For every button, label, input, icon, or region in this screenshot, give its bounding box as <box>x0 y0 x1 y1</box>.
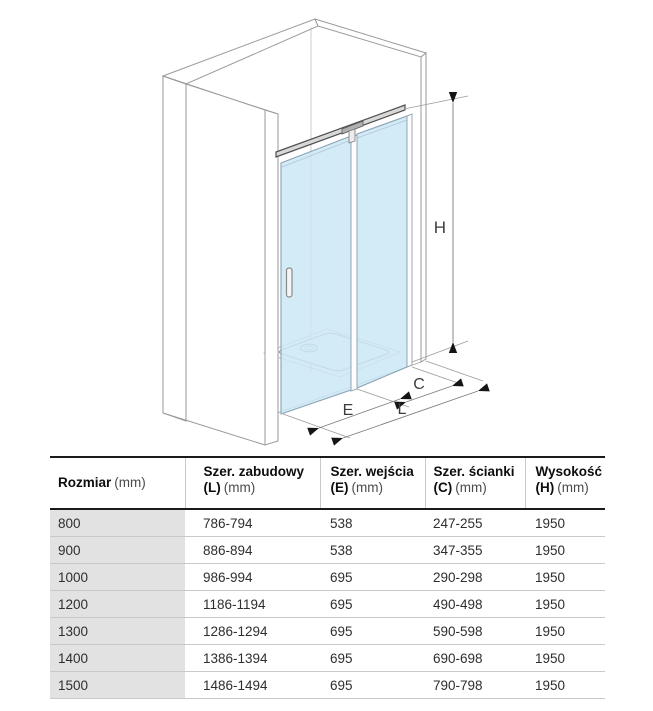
table-cell: 490-498 <box>425 591 525 618</box>
col-header-szer-scianki <box>425 457 525 509</box>
table-cell: 886-894 <box>185 537 320 564</box>
fixed-panel-glass <box>357 116 407 388</box>
table-cell: 1200 <box>50 591 185 618</box>
table-cell: 1950 <box>525 509 605 537</box>
table-header <box>50 457 605 509</box>
table-cell: 590-598 <box>425 618 525 645</box>
table-cell: 695 <box>320 645 425 672</box>
col-header-unit: (mm) <box>223 480 256 495</box>
table-cell: 247-255 <box>425 509 525 537</box>
back-wall-top-face <box>163 19 318 84</box>
table-cell: 538 <box>320 537 425 564</box>
center-post-profile <box>351 135 357 391</box>
table-cell: 1400 <box>50 645 185 672</box>
table-cell: 1386-1394 <box>185 645 320 672</box>
table-cell: 1950 <box>525 645 605 672</box>
col-header-title: Rozmiar <box>58 474 112 490</box>
door-handle <box>287 268 293 297</box>
table-cell: 690-698 <box>425 645 525 672</box>
table-cell: 1950 <box>525 672 605 699</box>
table-cell: 695 <box>320 591 425 618</box>
table-row <box>50 618 605 645</box>
right-wall-front-strip <box>421 53 426 362</box>
col-header-symbol: (H) <box>535 480 555 495</box>
left-wall-front-strip <box>265 110 278 445</box>
dimension-l-line <box>343 391 478 438</box>
ext-line-h-bottom <box>412 341 468 362</box>
col-header-symbol: (C) <box>433 480 453 495</box>
col-header-unit: (mm) <box>351 480 383 495</box>
wall-profile <box>407 114 412 367</box>
table-cell: 1286-1294 <box>185 618 320 645</box>
table-row <box>50 672 605 699</box>
table-cell: 790-798 <box>425 672 525 699</box>
col-header-szer-zabudowy <box>185 457 320 509</box>
table-cell: 786-794 <box>185 509 320 537</box>
col-header-unit: (mm) <box>455 480 487 495</box>
ext-line-h-top <box>404 96 468 109</box>
size-spec-table <box>50 456 605 699</box>
dimension-label-h: H <box>433 218 446 237</box>
col-header-szer-wejscia <box>320 457 425 509</box>
dimension-label-c: C <box>413 376 425 393</box>
table-row <box>50 645 605 672</box>
back-wall-edge <box>163 76 186 421</box>
dimension-label-e: E <box>342 402 354 419</box>
table-row <box>50 537 605 564</box>
col-header-rozmiar <box>50 457 185 509</box>
table-cell: 538 <box>320 509 425 537</box>
col-header-symbol: (E) <box>330 480 349 495</box>
table-cell: 1950 <box>525 537 605 564</box>
dimension-label-l: L <box>397 401 407 418</box>
table-cell: 1186-1194 <box>185 591 320 618</box>
col-header-title: Szer. ścianki <box>433 464 515 479</box>
table-cell: 1950 <box>525 618 605 645</box>
table-row <box>50 509 605 537</box>
table-cell: 347-355 <box>425 537 525 564</box>
table-cell: 900 <box>50 537 185 564</box>
col-header-unit: (mm) <box>114 474 146 490</box>
table-cell: 290-298 <box>425 564 525 591</box>
table-cell: 800 <box>50 509 185 537</box>
table-cell: 695 <box>320 564 425 591</box>
table-cell: 986-994 <box>185 564 320 591</box>
roller-bracket-tab <box>349 129 355 143</box>
table-row <box>50 591 605 618</box>
col-header-title: Szer. zabudowy <box>203 464 305 479</box>
table-cell: 1500 <box>50 672 185 699</box>
glass-panels <box>281 114 412 414</box>
table-cell: 1300 <box>50 618 185 645</box>
col-header-unit: (mm) <box>557 480 589 495</box>
table-cell: 695 <box>320 672 425 699</box>
dimension-e-line <box>319 399 400 428</box>
col-header-title: Szer. wejścia <box>330 464 414 479</box>
table-row <box>50 564 605 591</box>
table-cell: 1000 <box>50 564 185 591</box>
col-header-symbol: (L) <box>203 480 221 495</box>
ext-line-wall <box>426 361 483 381</box>
table-cell: 1950 <box>525 564 605 591</box>
right-wall-top-face <box>315 19 426 57</box>
col-header-wysokosc <box>525 457 605 509</box>
left-wall-bottom-edge <box>163 413 265 445</box>
table-cell: 1950 <box>525 591 605 618</box>
col-header-title: Wysokość <box>535 464 603 479</box>
table-cell: 695 <box>320 618 425 645</box>
table-body <box>50 509 605 699</box>
ext-line-left <box>283 414 350 438</box>
table-cell: 1486-1494 <box>185 672 320 699</box>
